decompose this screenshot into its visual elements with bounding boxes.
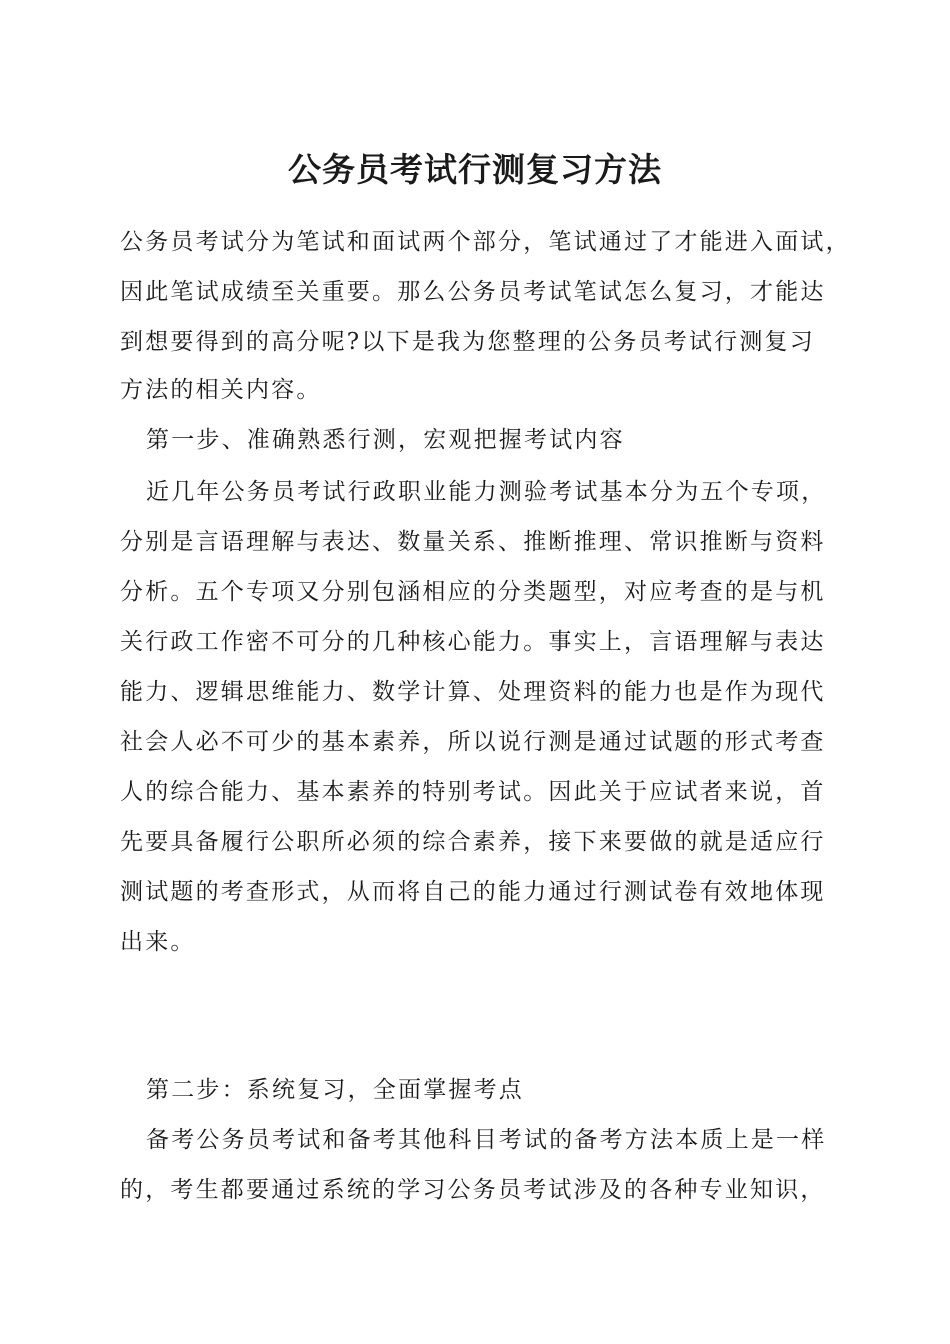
step-2-line-1: 备考公务员考试和备考其他科目考试的备考方法本质上是一样	[146, 1127, 827, 1153]
step-1-line-5: 能力、逻辑思维能力、数学计算、处理资料的能力也是作为现代	[120, 679, 826, 705]
intro-line-4: 方法的相关内容。	[120, 377, 322, 403]
step-2-line-2: 的，考生都要通过系统的学习公务员考试涉及的各种专业知识，	[120, 1177, 826, 1203]
intro-line-1: 公务员考试分为笔试和面试两个部分，笔试通过了才能进入面试，	[120, 229, 851, 255]
document-title: 公务员考试行测复习方法	[288, 150, 662, 189]
step-1-line-10: 出来。	[120, 929, 196, 955]
intro-line-3: 到想要得到的高分呢?以下是我为您整理的公务员考试行测复习	[120, 329, 815, 355]
step-1-line-2: 分别是言语理解与表达、数量关系、推断推理、常识推断与资料	[120, 529, 826, 555]
step-1-line-1: 近几年公务员考试行政职业能力测验考试基本分为五个专项，	[146, 479, 827, 505]
section-heading-step-2: 第二步：系统复习，全面掌握考点	[146, 1077, 524, 1103]
step-1-line-8: 先要具备履行公职所必须的综合素养，接下来要做的就是适应行	[120, 829, 826, 855]
step-1-line-4: 关行政工作密不可分的几种核心能力。事实上，言语理解与表达	[120, 629, 826, 655]
step-1-line-3: 分析。五个专项又分别包涵相应的分类题型，对应考查的是与机	[120, 579, 826, 605]
step-1-line-6: 社会人必不可少的基本素养，所以说行测是通过试题的形式考查	[120, 729, 826, 755]
section-heading-step-1: 第一步、准确熟悉行测，宏观把握考试内容	[146, 427, 625, 453]
step-1-line-7: 人的综合能力、基本素养的特别考试。因此关于应试者来说，首	[120, 779, 826, 805]
step-1-line-9: 测试题的考查形式，从而将自己的能力通过行测试卷有效地体现	[120, 879, 826, 905]
intro-line-2: 因此笔试成绩至关重要。那么公务员考试笔试怎么复习，才能达	[120, 279, 826, 305]
